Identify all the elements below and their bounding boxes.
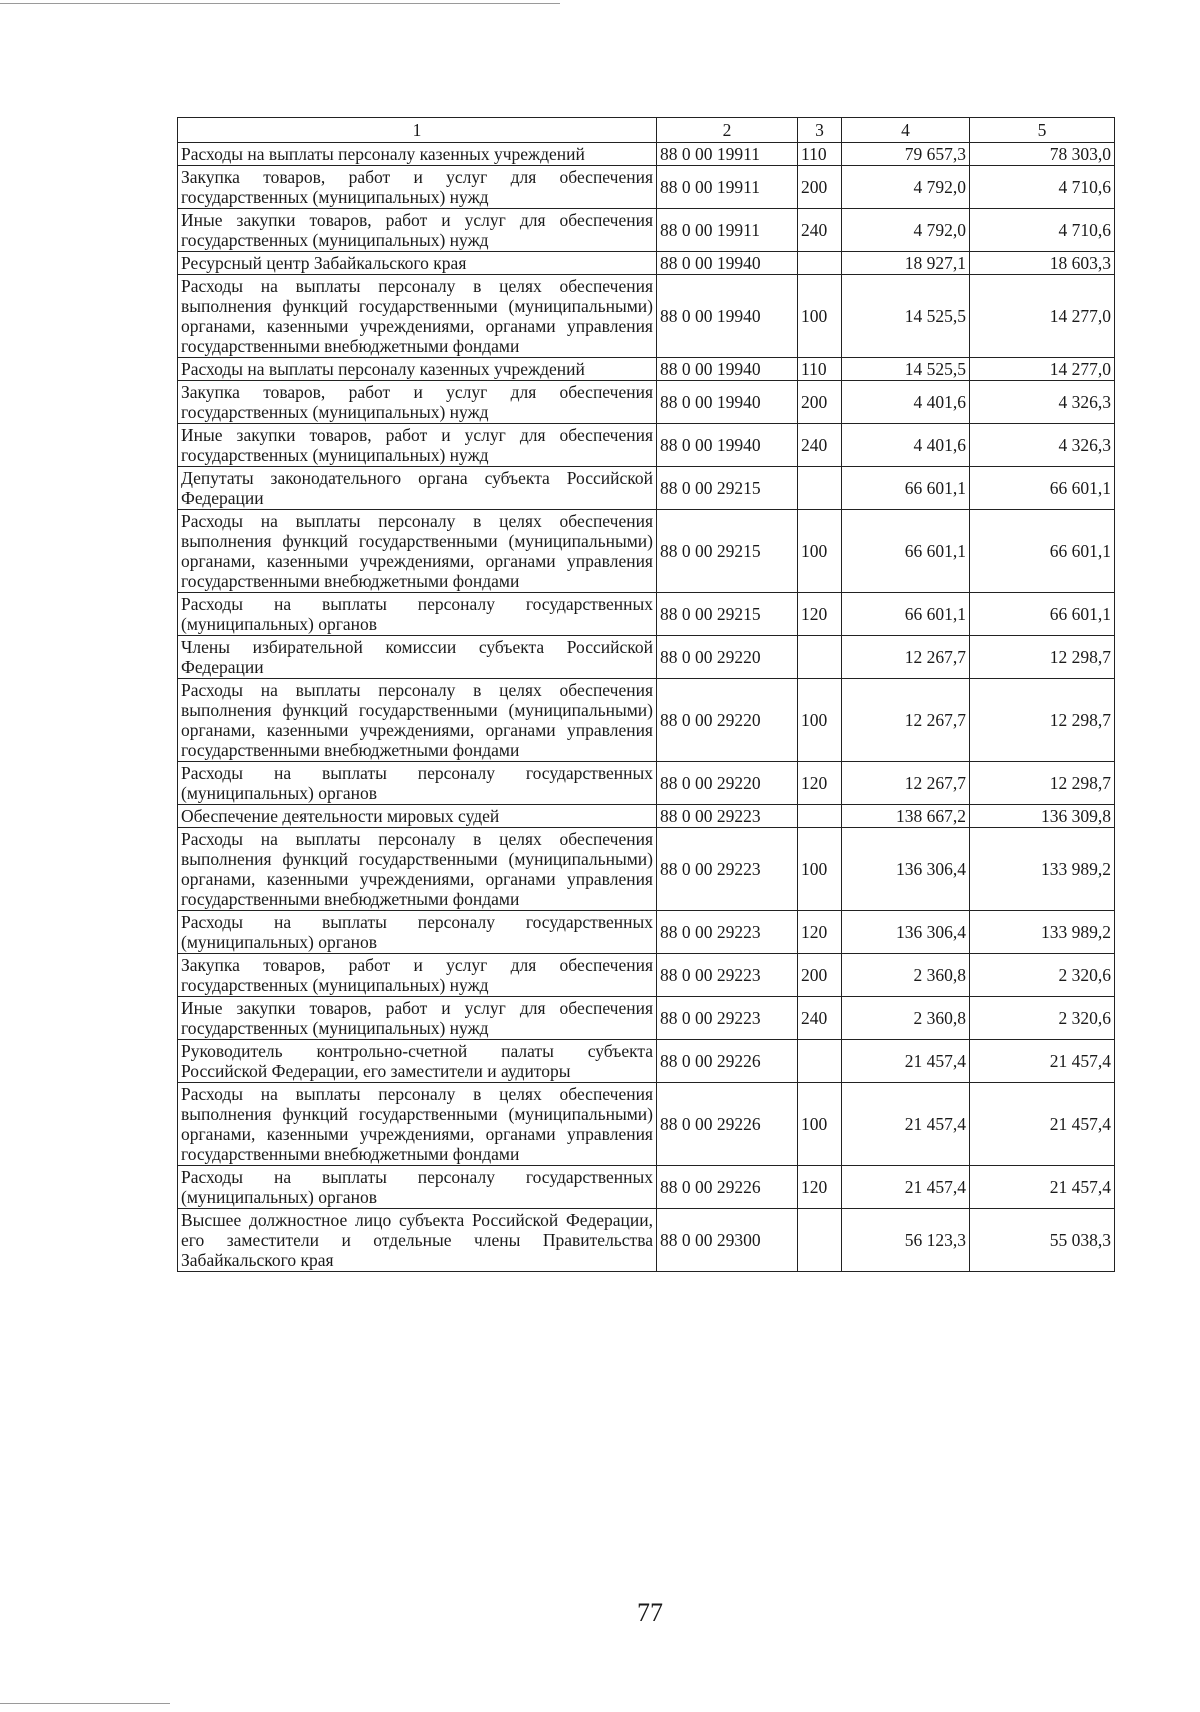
cell-value-col4: 2 360,8 <box>842 954 970 997</box>
cell-expense-type: 100 <box>798 828 842 911</box>
table-row <box>178 510 1115 593</box>
cell-value-col4: 21 457,4 <box>842 1083 970 1166</box>
cell-name: Расходы на выплаты персоналу в целях обеспечения выполнения функций государственными (муниципальными) органами, казенными учреждениями, органами управления государственными внебюджетными фондами <box>178 679 657 762</box>
cell-value-col5: 18 603,3 <box>970 252 1115 275</box>
cell-name: Иные закупки товаров, работ и услуг для обеспечения государственных (муниципальных) нужд <box>178 209 657 252</box>
cell-code: 88 0 00 29223 <box>657 997 798 1040</box>
table-row <box>178 424 1115 467</box>
table-row <box>178 1209 1115 1272</box>
cell-value-col5: 12 298,7 <box>970 636 1115 679</box>
cell-value-col4: 14 525,5 <box>842 358 970 381</box>
budget-table-body <box>178 118 1115 1272</box>
cell-value-col4: 66 601,1 <box>842 593 970 636</box>
table-row <box>178 467 1115 510</box>
cell-code: 88 0 00 29223 <box>657 954 798 997</box>
cell-code: 88 0 00 19940 <box>657 252 798 275</box>
cell-value-col5: 14 277,0 <box>970 358 1115 381</box>
cell-value-col5: 2 320,6 <box>970 954 1115 997</box>
cell-code: 88 0 00 29226 <box>657 1166 798 1209</box>
header-col-1: 1 <box>178 118 657 143</box>
cell-name: Руководитель контрольно-счетной палаты субъекта Российской Федерации, его заместители и аудиторы <box>178 1040 657 1083</box>
cell-code: 88 0 00 29223 <box>657 805 798 828</box>
cell-value-col5: 14 277,0 <box>970 275 1115 358</box>
cell-code: 88 0 00 19940 <box>657 381 798 424</box>
cell-value-col4: 12 267,7 <box>842 679 970 762</box>
cell-value-col4: 12 267,7 <box>842 762 970 805</box>
table-row <box>178 166 1115 209</box>
cell-value-col4: 12 267,7 <box>842 636 970 679</box>
cell-value-col5: 4 326,3 <box>970 381 1115 424</box>
cell-name: Закупка товаров, работ и услуг для обеспечения государственных (муниципальных) нужд <box>178 381 657 424</box>
cell-value-col4: 56 123,3 <box>842 1209 970 1272</box>
cell-value-col4: 4 401,6 <box>842 381 970 424</box>
cell-expense-type <box>798 636 842 679</box>
cell-value-col5: 55 038,3 <box>970 1209 1115 1272</box>
cell-code: 88 0 00 29223 <box>657 828 798 911</box>
cell-name: Расходы на выплаты персоналу в целях обеспечения выполнения функций государственными (муниципальными) органами, казенными учреждениями, органами управления государственными внебюджетными фондами <box>178 828 657 911</box>
cell-value-col5: 66 601,1 <box>970 510 1115 593</box>
cell-value-col4: 136 306,4 <box>842 911 970 954</box>
cell-value-col5: 66 601,1 <box>970 467 1115 510</box>
table-row <box>178 805 1115 828</box>
cell-expense-type: 100 <box>798 679 842 762</box>
cell-name: Члены избирательной комиссии субъекта Российской Федерации <box>178 636 657 679</box>
cell-value-col5: 136 309,8 <box>970 805 1115 828</box>
cell-value-col4: 21 457,4 <box>842 1166 970 1209</box>
cell-name: Расходы на выплаты персоналу в целях обеспечения выполнения функций государственными (муниципальными) органами, казенными учреждениями, органами управления государственными внебюджетными фондами <box>178 275 657 358</box>
cell-expense-type: 240 <box>798 209 842 252</box>
cell-expense-type <box>798 805 842 828</box>
table-row <box>178 762 1115 805</box>
table-row <box>178 954 1115 997</box>
budget-table <box>177 117 1115 1272</box>
cell-code: 88 0 00 19940 <box>657 424 798 467</box>
header-col-3: 3 <box>798 118 842 143</box>
cell-value-col5: 78 303,0 <box>970 143 1115 166</box>
cell-expense-type: 120 <box>798 762 842 805</box>
cell-name: Высшее должностное лицо субъекта Российской Федерации, его заместители и отдельные члены Правительства Забайкальского края <box>178 1209 657 1272</box>
cell-expense-type: 100 <box>798 275 842 358</box>
cell-name: Расходы на выплаты персоналу государственных (муниципальных) органов <box>178 1166 657 1209</box>
table-row <box>178 679 1115 762</box>
cell-value-col5: 21 457,4 <box>970 1083 1115 1166</box>
cell-value-col4: 4 792,0 <box>842 209 970 252</box>
cell-expense-type: 110 <box>798 358 842 381</box>
cell-name: Ресурсный центр Забайкальского края <box>178 252 657 275</box>
cell-expense-type: 120 <box>798 911 842 954</box>
cell-name: Депутаты законодательного органа субъекта Российской Федерации <box>178 467 657 510</box>
cell-code: 88 0 00 29215 <box>657 467 798 510</box>
table-row <box>178 1083 1115 1166</box>
cell-code: 88 0 00 29226 <box>657 1083 798 1166</box>
cell-value-col4: 4 792,0 <box>842 166 970 209</box>
cell-name: Расходы на выплаты персоналу в целях обеспечения выполнения функций государственными (муниципальными) органами, казенными учреждениями, органами управления государственными внебюджетными фондами <box>178 510 657 593</box>
cell-code: 88 0 00 19911 <box>657 166 798 209</box>
cell-name: Расходы на выплаты персоналу государственных (муниципальных) органов <box>178 911 657 954</box>
cell-value-col4: 66 601,1 <box>842 510 970 593</box>
cell-value-col5: 133 989,2 <box>970 828 1115 911</box>
table-row <box>178 275 1115 358</box>
table-row <box>178 636 1115 679</box>
cell-expense-type <box>798 1040 842 1083</box>
cell-expense-type: 240 <box>798 997 842 1040</box>
cell-code: 88 0 00 19911 <box>657 209 798 252</box>
cell-value-col4: 21 457,4 <box>842 1040 970 1083</box>
header-col-4: 4 <box>842 118 970 143</box>
cell-code: 88 0 00 29215 <box>657 510 798 593</box>
cell-expense-type: 200 <box>798 166 842 209</box>
cell-value-col5: 21 457,4 <box>970 1040 1115 1083</box>
scan-edge-line-top <box>0 3 560 4</box>
cell-expense-type: 240 <box>798 424 842 467</box>
cell-code: 88 0 00 29220 <box>657 762 798 805</box>
cell-expense-type <box>798 1209 842 1272</box>
table-header-row <box>178 118 1115 143</box>
cell-expense-type: 200 <box>798 381 842 424</box>
cell-code: 88 0 00 29226 <box>657 1040 798 1083</box>
cell-code: 88 0 00 19940 <box>657 358 798 381</box>
cell-value-col5: 12 298,7 <box>970 679 1115 762</box>
cell-name: Закупка товаров, работ и услуг для обеспечения государственных (муниципальных) нужд <box>178 166 657 209</box>
cell-code: 88 0 00 29220 <box>657 679 798 762</box>
table-row <box>178 593 1115 636</box>
cell-value-col5: 12 298,7 <box>970 762 1115 805</box>
table-row <box>178 358 1115 381</box>
cell-name: Расходы на выплаты персоналу государственных (муниципальных) органов <box>178 762 657 805</box>
cell-value-col5: 2 320,6 <box>970 997 1115 1040</box>
table-row <box>178 997 1115 1040</box>
table-row <box>178 911 1115 954</box>
table-row <box>178 1040 1115 1083</box>
cell-name: Иные закупки товаров, работ и услуг для обеспечения государственных (муниципальных) нужд <box>178 424 657 467</box>
header-col-5: 5 <box>970 118 1115 143</box>
table-row <box>178 143 1115 166</box>
cell-value-col4: 2 360,8 <box>842 997 970 1040</box>
cell-expense-type: 120 <box>798 1166 842 1209</box>
cell-expense-type: 100 <box>798 1083 842 1166</box>
cell-value-col4: 18 927,1 <box>842 252 970 275</box>
header-col-2: 2 <box>657 118 798 143</box>
cell-value-col4: 14 525,5 <box>842 275 970 358</box>
cell-expense-type: 120 <box>798 593 842 636</box>
cell-value-col4: 4 401,6 <box>842 424 970 467</box>
cell-code: 88 0 00 29223 <box>657 911 798 954</box>
cell-value-col4: 66 601,1 <box>842 467 970 510</box>
cell-code: 88 0 00 29215 <box>657 593 798 636</box>
cell-name: Расходы на выплаты персоналу казенных учреждений <box>178 143 657 166</box>
cell-code: 88 0 00 19940 <box>657 275 798 358</box>
cell-code: 88 0 00 19911 <box>657 143 798 166</box>
cell-value-col5: 133 989,2 <box>970 911 1115 954</box>
cell-value-col5: 4 710,6 <box>970 166 1115 209</box>
cell-expense-type: 110 <box>798 143 842 166</box>
cell-expense-type: 100 <box>798 510 842 593</box>
cell-value-col5: 66 601,1 <box>970 593 1115 636</box>
cell-value-col5: 4 326,3 <box>970 424 1115 467</box>
cell-expense-type <box>798 252 842 275</box>
cell-name: Закупка товаров, работ и услуг для обеспечения государственных (муниципальных) нужд <box>178 954 657 997</box>
cell-name: Иные закупки товаров, работ и услуг для обеспечения государственных (муниципальных) нужд <box>178 997 657 1040</box>
cell-name: Обеспечение деятельности мировых судей <box>178 805 657 828</box>
table-row <box>178 381 1115 424</box>
cell-value-col4: 79 657,3 <box>842 143 970 166</box>
cell-code: 88 0 00 29220 <box>657 636 798 679</box>
cell-value-col4: 138 667,2 <box>842 805 970 828</box>
cell-name: Расходы на выплаты персоналу государственных (муниципальных) органов <box>178 593 657 636</box>
table-row <box>178 1166 1115 1209</box>
cell-value-col4: 136 306,4 <box>842 828 970 911</box>
cell-name: Расходы на выплаты персоналу казенных учреждений <box>178 358 657 381</box>
cell-value-col5: 21 457,4 <box>970 1166 1115 1209</box>
cell-code: 88 0 00 29300 <box>657 1209 798 1272</box>
cell-expense-type: 200 <box>798 954 842 997</box>
cell-name: Расходы на выплаты персоналу в целях обеспечения выполнения функций государственными (муниципальными) органами, казенными учреждениями, органами управления государственными внебюджетными фондами <box>178 1083 657 1166</box>
scan-edge-line-bottom <box>0 1703 170 1704</box>
table-row <box>178 209 1115 252</box>
table-row <box>178 252 1115 275</box>
cell-value-col5: 4 710,6 <box>970 209 1115 252</box>
page-number: 77 <box>637 1598 663 1627</box>
cell-expense-type <box>798 467 842 510</box>
table-row <box>178 828 1115 911</box>
